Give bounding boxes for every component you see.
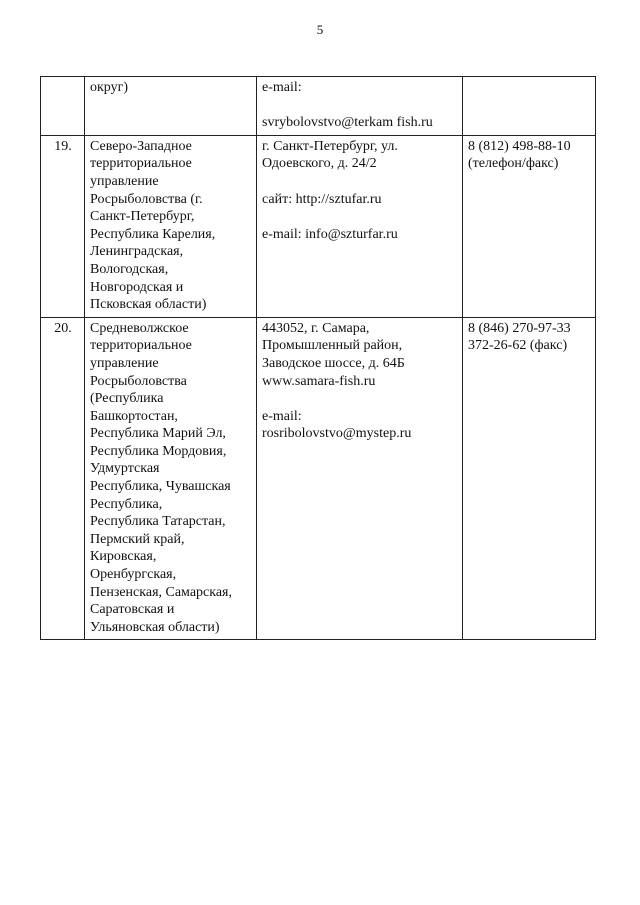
organization-line: Росрыболовства [90, 373, 187, 389]
organization-line: Вологодская, [90, 261, 169, 277]
address-line: Промышленный район, [262, 338, 403, 354]
organization-line: Псковская области) [90, 297, 207, 313]
address-line: rosribolovstvo@mystep.ru [262, 426, 412, 442]
phone-line: 372-26-62 (факс) [468, 338, 568, 354]
organization-line: Республика, [90, 496, 163, 512]
organization-line: Пензенская, Самарская, [90, 584, 232, 600]
organization-line: Республика Марий Эл, [90, 426, 226, 442]
table-row [41, 135, 596, 317]
organization-line: Росрыболовства (г. [90, 191, 203, 207]
regional-offices-table [40, 76, 596, 640]
organization-line: Саратовская и [90, 602, 175, 618]
organization-line: управление [90, 355, 159, 371]
block-spacer [262, 390, 458, 408]
block-spacer [262, 97, 458, 115]
organization-line: Ульяновская области) [90, 619, 220, 635]
address-line: www.samara-fish.ru [262, 373, 376, 389]
organization-line: Ленинградская, [90, 244, 184, 260]
phone-cell [463, 77, 596, 136]
phone-line: 8 (846) 270-97-33 [468, 320, 571, 336]
address-line: e-mail: [262, 80, 302, 95]
address-line: Заводское шоссе, д. 64Б [262, 355, 405, 371]
organization-line: Средневолжское [90, 320, 189, 336]
organization-line: Республика Мордовия, [90, 443, 227, 459]
organization-line: Башкортостан, [90, 408, 178, 424]
address-line: Одоевского, д. 24/2 [262, 156, 377, 172]
address-cell [257, 135, 463, 317]
table-body [41, 77, 596, 640]
organization-cell [85, 317, 257, 640]
organization-line: Новгородская и [90, 279, 184, 295]
organization-line: Санкт-Петербург, [90, 209, 195, 225]
address-line: svrybolovstvo@terkam fish.ru [262, 115, 433, 131]
phone-line: (телефон/факс) [468, 156, 559, 172]
row-number-cell: 19. [41, 135, 85, 317]
organization-line: Республика Татарстан, [90, 514, 226, 530]
address-line: сайт: http://sztufar.ru [262, 191, 382, 207]
address-cell [257, 317, 463, 640]
address-line: e-mail: info@szturfar.ru [262, 226, 398, 242]
organization-line: Оренбургская, [90, 567, 177, 583]
row-number-cell: 20. [41, 317, 85, 640]
organization-line: Кировская, [90, 549, 157, 565]
organization-line: Удмуртская [90, 461, 160, 477]
phone-cell [463, 317, 596, 640]
organization-cell [85, 77, 257, 136]
phone-line: 8 (812) 498-88-10 [468, 138, 571, 154]
organization-line: Пермский край, [90, 531, 185, 547]
address-cell [257, 77, 463, 136]
organization-line: Республика, Чувашская [90, 479, 231, 495]
block-spacer [262, 173, 458, 191]
address-line: г. Санкт-Петербург, ул. [262, 138, 398, 154]
organization-line: округ) [90, 80, 129, 95]
address-line: 443052, г. Самара, [262, 320, 370, 336]
organization-cell [85, 135, 257, 317]
organization-line: (Республика [90, 391, 164, 407]
address-line: e-mail: [262, 408, 302, 424]
organization-line: территориальное [90, 338, 192, 354]
table-row [41, 317, 596, 640]
table-row [41, 77, 596, 136]
phone-cell [463, 135, 596, 317]
row-number-cell [41, 77, 85, 136]
organization-line: территориальное [90, 156, 192, 172]
organization-line: Республика Карелия, [90, 226, 216, 242]
page-number: 5 [316, 22, 324, 37]
block-spacer [262, 208, 458, 226]
organization-line: Северо-Западное [90, 138, 192, 154]
organization-line: управление [90, 173, 159, 189]
